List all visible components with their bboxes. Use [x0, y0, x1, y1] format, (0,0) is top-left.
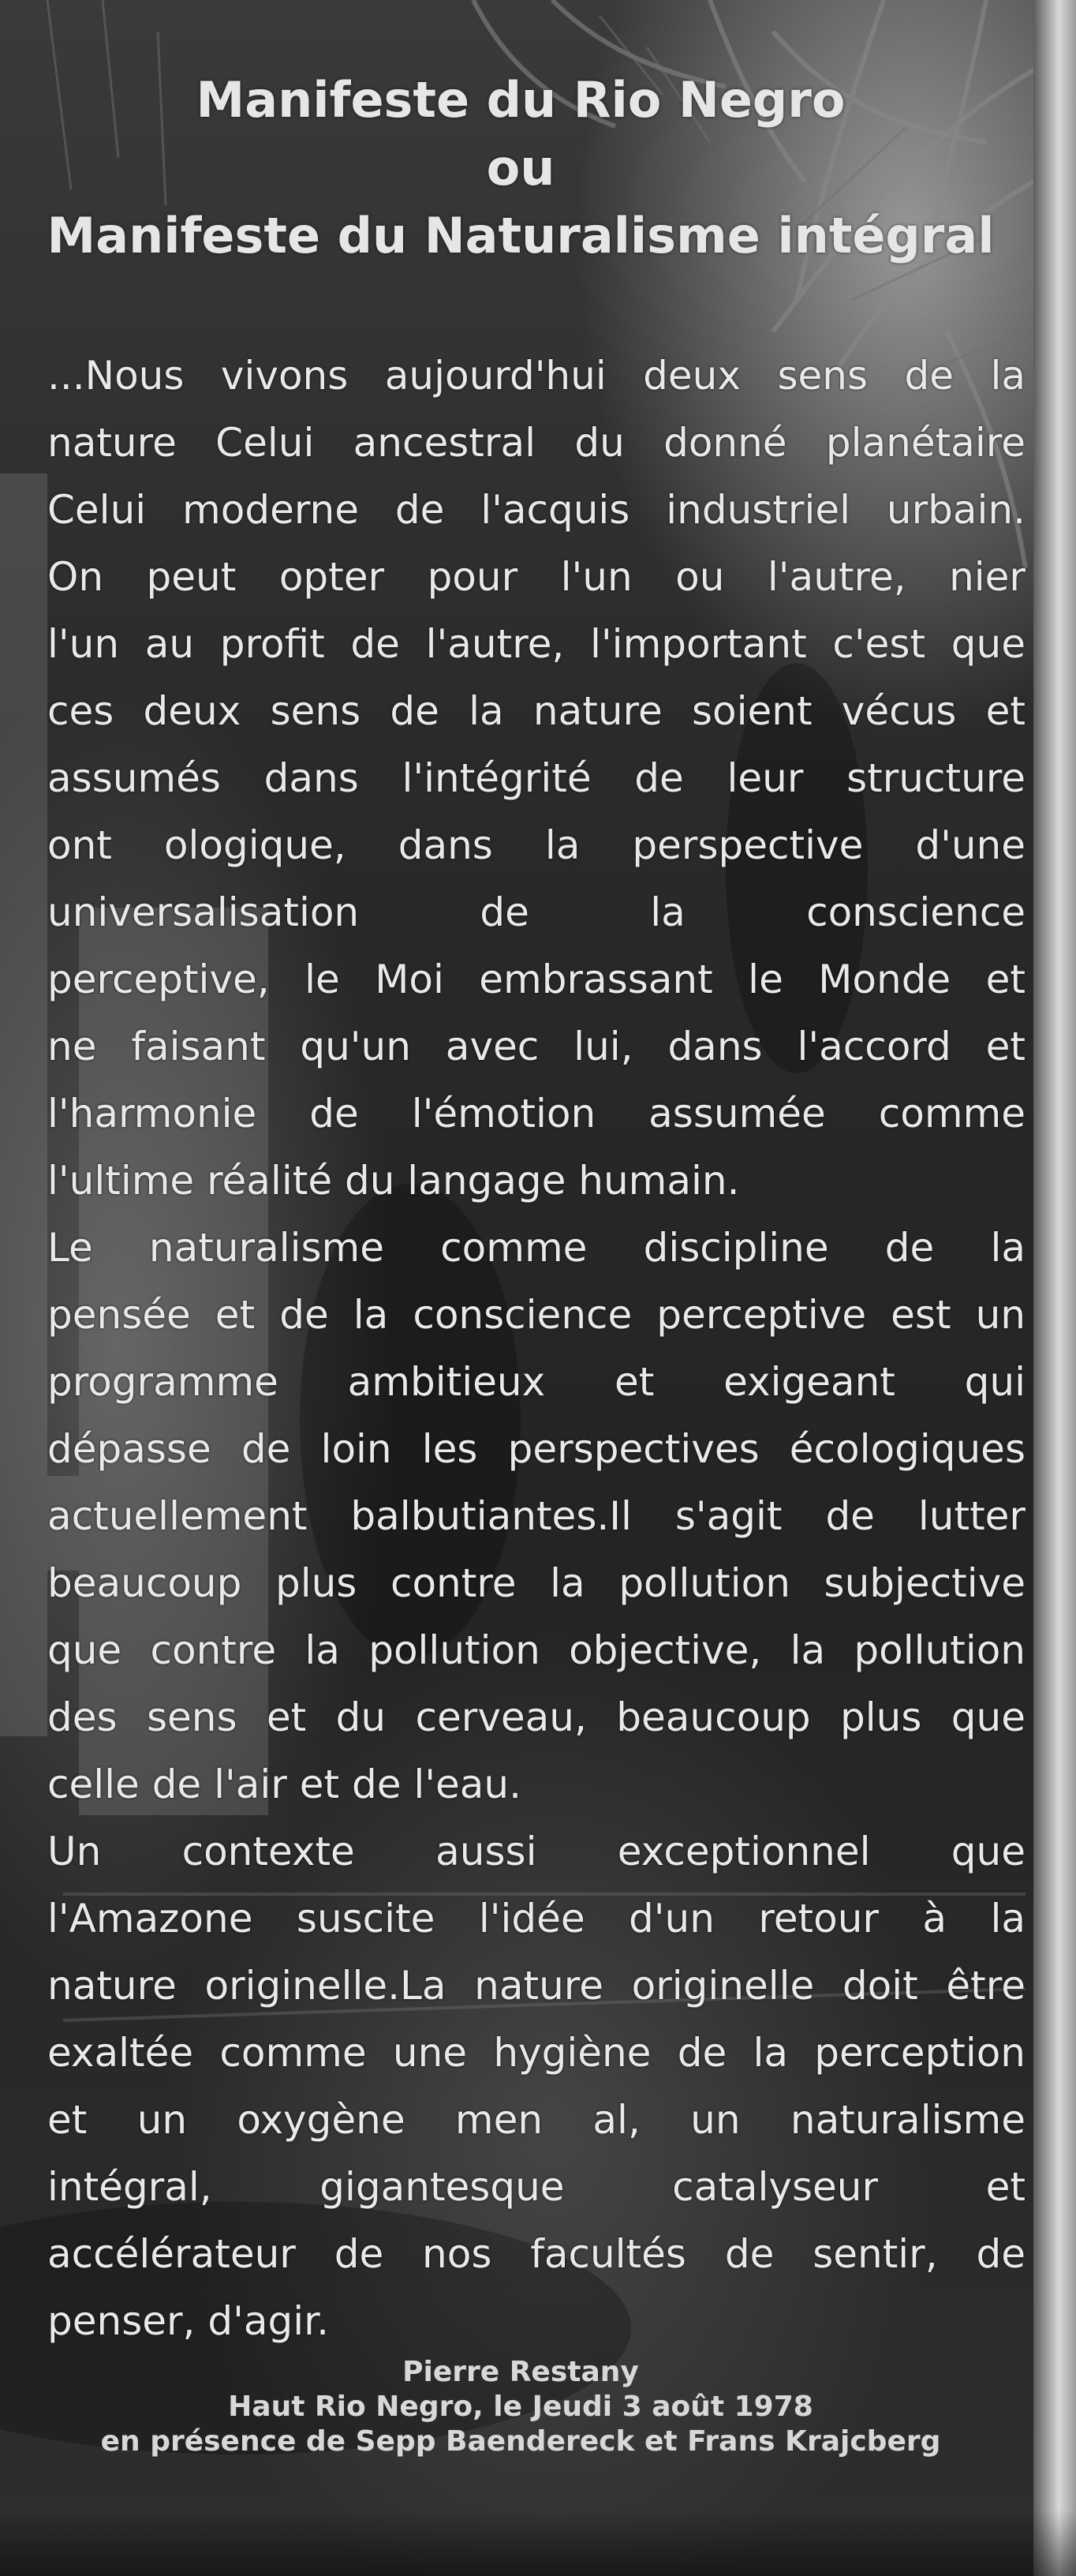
- text-line: celle de l'air et de l'eau.: [47, 1762, 521, 1807]
- display-case-frame: [1033, 0, 1076, 2576]
- place-date: Haut Rio Negro, le Jeudi 3 août 1978: [228, 2391, 813, 2423]
- text-line: accélérateur de nos facultés de sentir, de: [47, 2231, 1026, 2277]
- text-line: nature Celui ancestral du donné planétaire: [47, 420, 1026, 466]
- text-line: ne faisant qu'un avec lui, dans l'accord et: [47, 1024, 1026, 1069]
- text-line: nature originelle.La nature originelle doit être: [47, 1963, 1026, 2009]
- text-line: On peut opter pour l'un ou l'autre, nier: [47, 554, 1026, 600]
- text-line: l'un au profit de l'autre, l'important c'est que: [47, 621, 1026, 667]
- presence-note: en présence de Sepp Baendereck et Frans Krajcberg: [100, 2425, 941, 2458]
- text-line: que contre la pollution objective, la pollution: [47, 1627, 1026, 1673]
- author-name: Pierre Restany: [402, 2356, 639, 2388]
- text-line: des sens et du cerveau, beaucoup plus que: [47, 1694, 1026, 1740]
- text-line: ...Nous vivons aujourd'hui deux sens de la: [47, 353, 1026, 399]
- text-line: universalisation de la conscience: [47, 889, 1026, 935]
- title-line-1: Manifeste du Rio Negro: [196, 71, 846, 129]
- text-line: assumés dans l'intégrité de leur structure: [47, 755, 1026, 801]
- paragraph-3: [47, 1818, 1026, 2355]
- paragraph-1: [47, 343, 1026, 1215]
- text-line: Un contexte aussi exceptionnel que: [47, 1829, 1026, 1874]
- bottom-shadow: [0, 2510, 1076, 2576]
- text-line: penser, d'agir.: [47, 2298, 329, 2344]
- manifesto-title: [32, 66, 1010, 270]
- text-line: Celui moderne de l'acquis industriel urbain.: [47, 487, 1026, 533]
- title-line-3: Manifeste du Naturalisme intégral: [47, 207, 995, 264]
- text-line: Le naturalisme comme discipline de la: [47, 1225, 1026, 1271]
- text-line: perceptive, le Moi embrassant le Monde et: [47, 957, 1026, 1002]
- text-line: programme ambitieux et exigeant qui: [47, 1359, 1026, 1405]
- text-line: actuellement balbutiantes.Il s'agit de lutter: [47, 1493, 1026, 1539]
- text-line: exaltée comme une hygiène de la perception: [47, 2030, 1026, 2076]
- text-line: beaucoup plus contre la pollution subjective: [47, 1560, 1026, 1606]
- text-line: ont ologique, dans la perspective d'une: [47, 822, 1026, 868]
- text-line: ces deux sens de la nature soient vécus et: [47, 688, 1026, 734]
- title-line-2: ou: [486, 139, 555, 197]
- text-line: dépasse de loin les perspectives écologiques: [47, 1426, 1026, 1472]
- text-line: l'ultime réalité du langage humain.: [47, 1158, 740, 1204]
- text-line: l'Amazone suscite l'idée d'un retour à la: [47, 1896, 1026, 1941]
- paragraph-2: [47, 1215, 1026, 1818]
- text-line: l'harmonie de l'émotion assumée comme: [47, 1091, 1026, 1136]
- manifesto-body: [47, 343, 1026, 2355]
- text-line: intégral, gigantesque catalyseur et: [47, 2164, 1026, 2210]
- text-line: et un oxygène men al, un naturalisme: [47, 2097, 1026, 2143]
- signature-block: [32, 2355, 1010, 2459]
- text-line: pensée et de la conscience perceptive est un: [47, 1292, 1026, 1338]
